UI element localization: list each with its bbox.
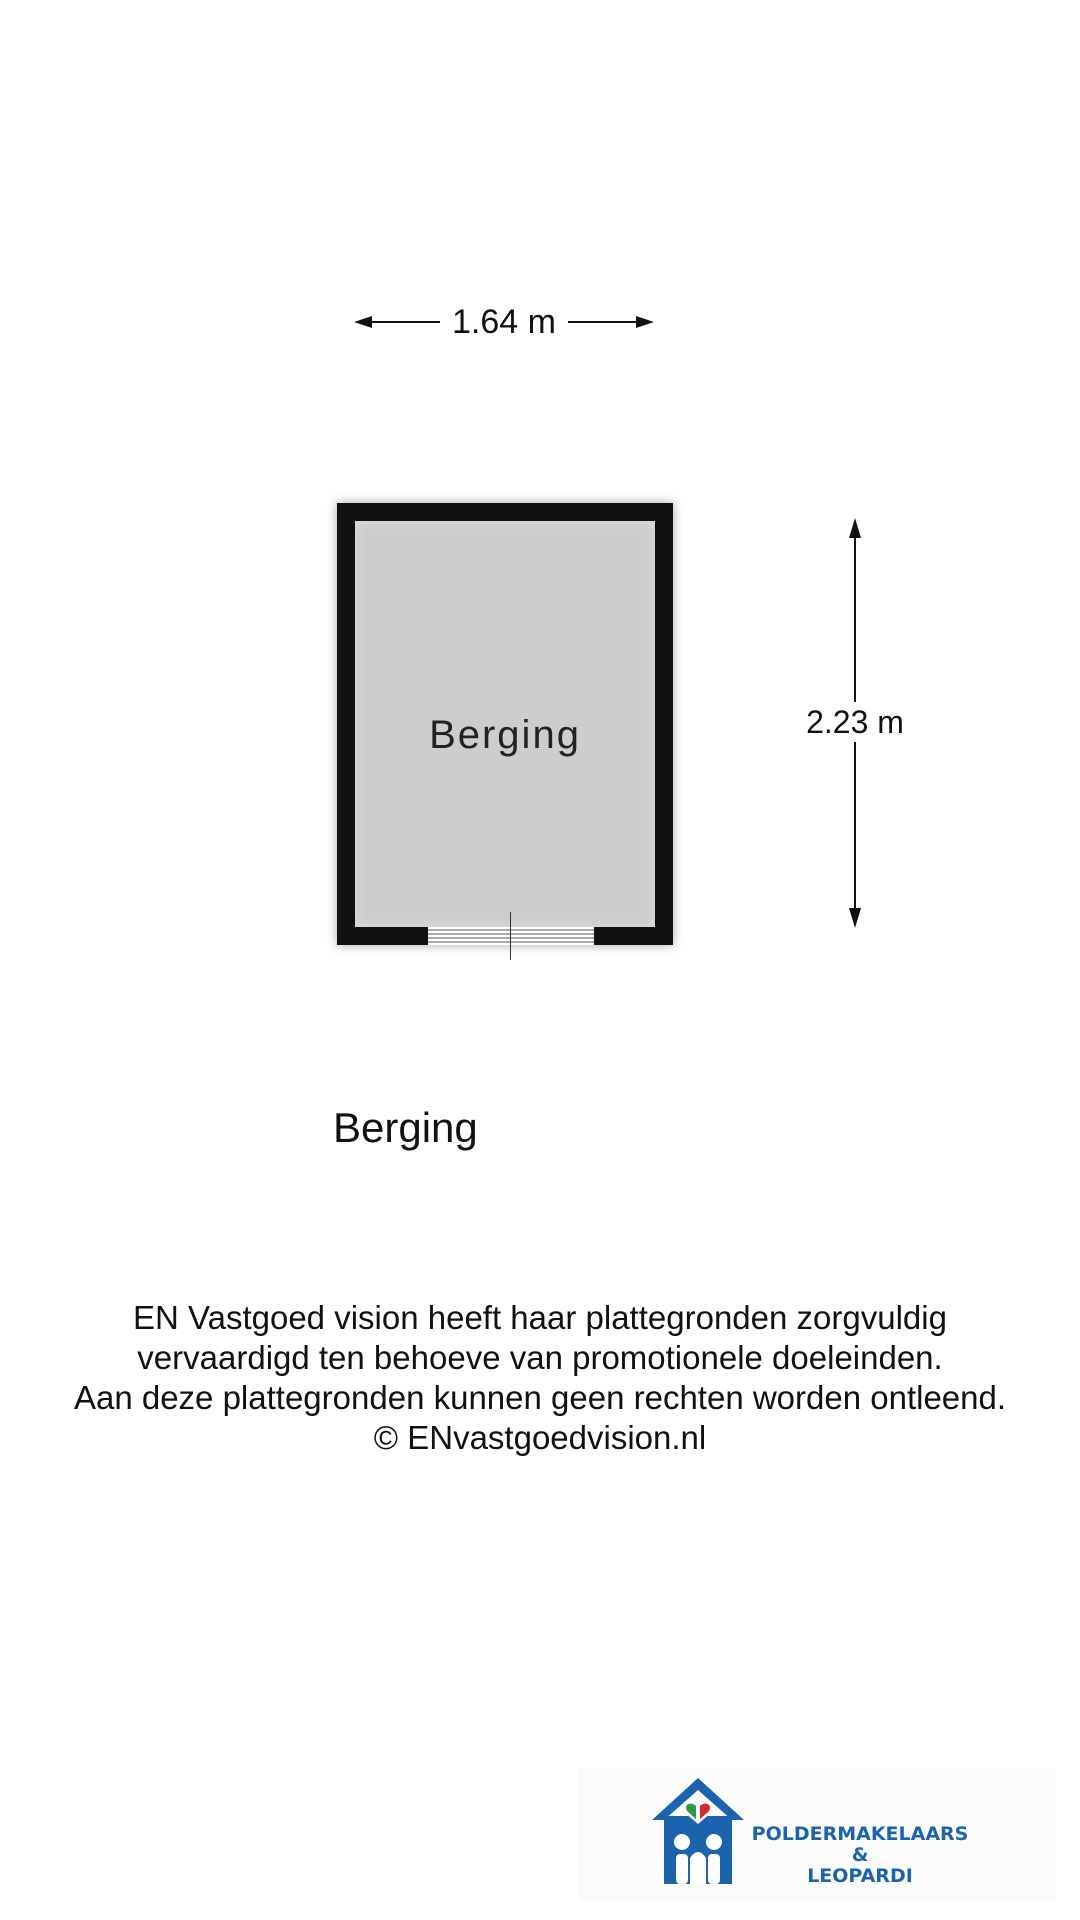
disclaimer: [0, 1298, 1080, 1458]
copyright-line: © ENvastgoedvision.nl: [373, 1419, 707, 1456]
room-label: Berging: [429, 713, 581, 757]
logo-text-line: &: [851, 1844, 869, 1866]
logo-text-line: POLDERMAKELAARS: [751, 1823, 969, 1845]
plan-title: Berging: [333, 1104, 478, 1151]
logo-text-line: LEOPARDI: [807, 1865, 913, 1887]
door-threshold: [428, 927, 594, 945]
door-opening: [428, 927, 594, 945]
disclaimer-line: Aan deze plattegronden kunnen geen rechten worden ontleend.: [73, 1379, 1007, 1416]
logo-text: [740, 1824, 980, 1887]
height-dimension-label: 2.23 m: [800, 702, 910, 742]
brand-logo: [578, 1768, 1056, 1902]
height-dimension: [800, 518, 910, 928]
width-dimension-label: 1.64 m: [440, 302, 568, 342]
disclaimer-line: vervaardigd ten behoeve van promotionele doeleinden.: [137, 1339, 943, 1376]
room-berging: [337, 503, 673, 945]
house-logo-icon: [650, 1776, 746, 1886]
disclaimer-line: EN Vastgoed vision heeft haar plattegronden zorgvuldig: [133, 1299, 947, 1336]
door-marker-line: [510, 912, 511, 960]
width-dimension: [354, 300, 654, 344]
